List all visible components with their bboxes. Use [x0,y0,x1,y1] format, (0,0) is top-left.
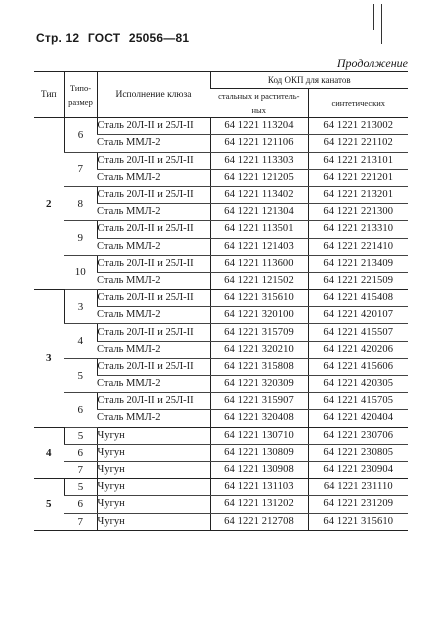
table-row [34,255,408,272]
size-cell: 6 [64,118,97,152]
table-row [34,461,408,478]
size-cell: 6 [64,393,97,427]
material-cell: Сталь ММЛ-2 [97,238,210,255]
col-header-material: Исполнение клюза [97,72,210,118]
size-cell: 3 [64,290,97,324]
col-header-okp: Код ОКП для канатов [210,72,408,89]
synthetic-code-cell: 64 1221 415507 [308,324,408,341]
synthetic-code-cell: 64 1221 213310 [308,221,408,238]
table-row [34,118,408,135]
steel-code-cell: 64 1221 121106 [210,135,308,152]
size-cell: 10 [64,255,97,289]
size-cell: 8 [64,186,97,220]
steel-code-cell: 64 1221 130710 [210,427,308,444]
page-header [36,31,194,45]
table-row [34,152,408,169]
table-row [34,479,408,496]
size-cell: 5 [64,479,97,496]
table-row [34,290,408,307]
synthetic-code-cell: 64 1221 221410 [308,238,408,255]
synthetic-code-cell: 64 1221 221300 [308,204,408,221]
col-header-size: Типо-размер [64,72,97,118]
synthetic-code-cell: 64 1221 213101 [308,152,408,169]
synthetic-code-cell: 64 1221 415705 [308,393,408,410]
pen-mark [373,4,374,30]
steel-code-cell: 64 1221 315907 [210,393,308,410]
synthetic-code-cell: 64 1221 315610 [308,513,408,530]
size-cell: 7 [64,513,97,530]
synthetic-code-cell: 64 1221 221509 [308,272,408,289]
type-cell: 5 [34,479,64,531]
table-row [34,358,408,375]
material-cell: Чугун [97,513,210,530]
size-cell: 5 [64,358,97,392]
material-cell: Чугун [97,496,210,513]
steel-code-cell: 64 1221 130809 [210,444,308,461]
steel-code-cell: 64 1221 130908 [210,461,308,478]
synthetic-code-cell: 64 1221 230904 [308,461,408,478]
material-cell: Чугун [97,461,210,478]
table-row [34,186,408,203]
material-cell: Сталь ММЛ-2 [97,410,210,427]
size-cell: 9 [64,221,97,255]
type-cell: 4 [34,427,64,479]
type-cell: 2 [34,118,64,290]
synthetic-code-cell: 64 1221 420404 [308,410,408,427]
synthetic-code-cell: 64 1221 213201 [308,186,408,203]
material-cell: Сталь 20Л-II и 25Л-II [97,358,210,375]
synthetic-code-cell: 64 1221 230805 [308,444,408,461]
synthetic-code-cell: 64 1221 213409 [308,255,408,272]
page-number: Стр. 12 [36,31,80,45]
size-cell: 7 [64,152,97,186]
synthetic-code-cell: 64 1221 231209 [308,496,408,513]
material-cell: Сталь ММЛ-2 [97,376,210,393]
material-cell: Чугун [97,444,210,461]
size-cell: 6 [64,496,97,513]
steel-code-cell: 64 1221 121304 [210,204,308,221]
material-cell: Сталь 20Л-II и 25Л-II [97,255,210,272]
steel-code-cell: 64 1221 320408 [210,410,308,427]
steel-code-cell: 64 1221 320309 [210,376,308,393]
synthetic-code-cell: 64 1221 221102 [308,135,408,152]
material-cell: Сталь ММЛ-2 [97,169,210,186]
standard-label: ГОСТ [87,31,121,45]
steel-code-cell: 64 1221 121205 [210,169,308,186]
steel-code-cell: 64 1221 320210 [210,341,308,358]
synthetic-code-cell: 64 1221 420206 [308,341,408,358]
synthetic-code-cell: 64 1221 415606 [308,358,408,375]
steel-code-cell: 64 1221 113501 [210,221,308,238]
material-cell: Сталь 20Л-II и 25Л-II [97,221,210,238]
size-cell: 6 [64,444,97,461]
material-cell: Сталь ММЛ-2 [97,341,210,358]
synthetic-code-cell: 64 1221 221201 [308,169,408,186]
synthetic-code-cell: 64 1221 415408 [308,290,408,307]
material-cell: Сталь 20Л-II и 25Л-II [97,118,210,135]
steel-code-cell: 64 1221 121403 [210,238,308,255]
table-row [34,444,408,461]
steel-code-cell: 64 1221 212708 [210,513,308,530]
synthetic-code-cell: 64 1221 420305 [308,376,408,393]
material-cell: Сталь 20Л-II и 25Л-II [97,393,210,410]
table-row [34,513,408,530]
table-row [34,324,408,341]
size-cell: 7 [64,461,97,478]
table-row [34,393,408,410]
synthetic-code-cell: 64 1221 231110 [308,479,408,496]
col-header-synthetic: синтетических [308,89,408,118]
material-cell: Сталь 20Л-II и 25Л-II [97,290,210,307]
synthetic-code-cell: 64 1221 230706 [308,427,408,444]
steel-code-cell: 64 1221 315610 [210,290,308,307]
material-cell: Сталь ММЛ-2 [97,135,210,152]
material-cell: Сталь ММЛ-2 [97,307,210,324]
synthetic-code-cell: 64 1221 213002 [308,118,408,135]
steel-code-cell: 64 1221 131202 [210,496,308,513]
material-cell: Сталь 20Л-II и 25Л-II [97,324,210,341]
okp-code-table [34,71,408,531]
type-cell: 3 [34,290,64,428]
steel-code-cell: 64 1221 113402 [210,186,308,203]
col-header-steel: стальных и раститель-ных [210,89,308,118]
synthetic-code-cell: 64 1221 420107 [308,307,408,324]
steel-code-cell: 64 1221 113303 [210,152,308,169]
steel-code-cell: 64 1221 121502 [210,272,308,289]
table-row [34,427,408,444]
pen-mark [381,4,382,44]
material-cell: Сталь 20Л-II и 25Л-II [97,152,210,169]
steel-code-cell: 64 1221 113204 [210,118,308,135]
steel-code-cell: 64 1221 131103 [210,479,308,496]
material-cell: Чугун [97,427,210,444]
steel-code-cell: 64 1221 315709 [210,324,308,341]
material-cell: Чугун [97,479,210,496]
steel-code-cell: 64 1221 315808 [210,358,308,375]
material-cell: Сталь 20Л-II и 25Л-II [97,186,210,203]
table-body [34,118,408,531]
steel-code-cell: 64 1221 320100 [210,307,308,324]
continuation-label: Продолжение [336,56,408,70]
table-row [34,496,408,513]
standard-number: 25056—81 [128,31,190,45]
size-cell: 5 [64,427,97,444]
table-row [34,221,408,238]
material-cell: Сталь ММЛ-2 [97,204,210,221]
size-cell: 4 [64,324,97,358]
steel-code-cell: 64 1221 113600 [210,255,308,272]
material-cell: Сталь ММЛ-2 [97,272,210,289]
col-header-type: Тип [34,72,64,118]
